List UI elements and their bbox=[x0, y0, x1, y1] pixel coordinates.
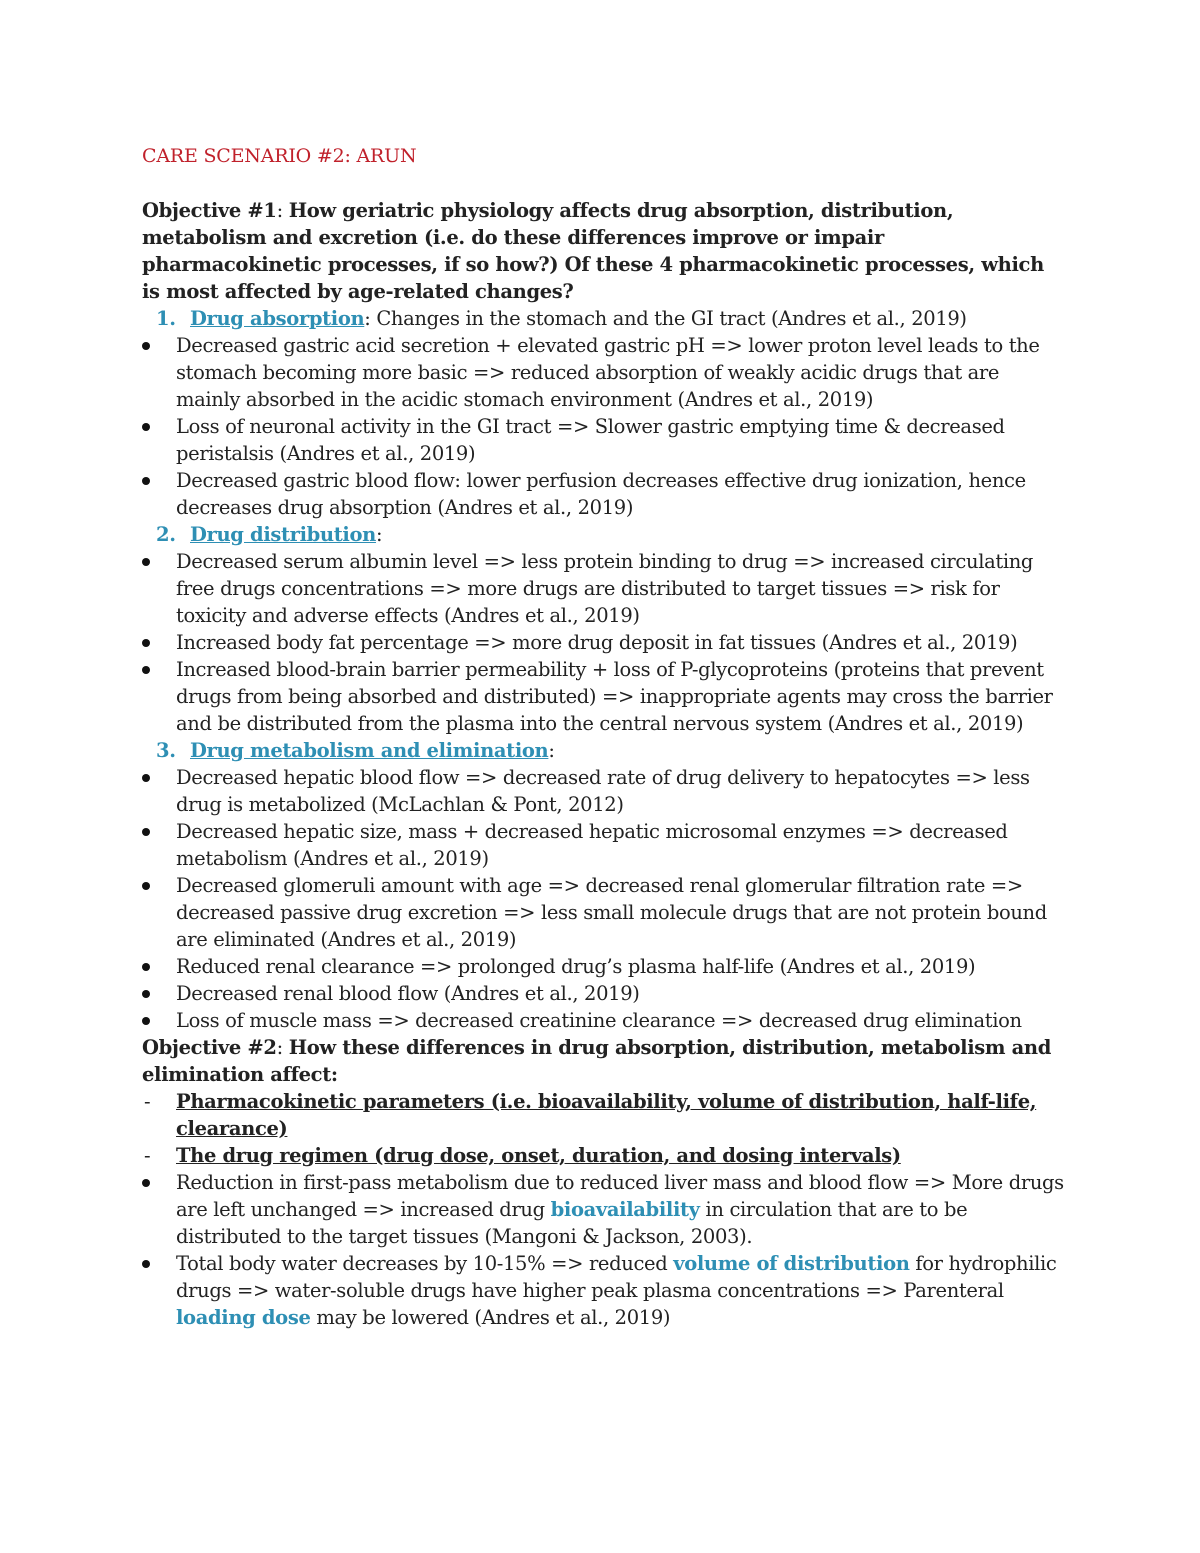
page-title: CARE SCENARIO #2: ARUN bbox=[142, 145, 417, 167]
highlight-term: loading dose bbox=[176, 1306, 311, 1329]
list-item: Reduction in first-pass metabolism due to reduced liver mass and blood flow => More drugs are left unchanged => increased drug bioavailability in circulation that are to be distributed to the target tissues (Mangoni & Jackson, 2003). bbox=[142, 1169, 1067, 1250]
bullet-icon bbox=[142, 342, 150, 350]
objective-1-label: Objective #1 bbox=[142, 199, 277, 222]
section-2-heading: 2. Drug distribution: bbox=[156, 523, 383, 546]
bullet-icon bbox=[142, 774, 150, 782]
section-link-drug-distribution[interactable]: Drug distribution bbox=[190, 523, 376, 546]
objective-2-text: How these differences in drug absorption, distribution, metabolism and elimination affect: bbox=[142, 1036, 1051, 1086]
section-number: 3. bbox=[156, 739, 176, 762]
dash-marker: - bbox=[144, 1090, 151, 1113]
bullet-icon bbox=[142, 990, 150, 998]
bullet-icon bbox=[142, 1017, 150, 1025]
list-item: Reduced renal clearance => prolonged drug’s plasma half-life (Andres et al., 2019) bbox=[142, 953, 1067, 980]
list-item: Loss of neuronal activity in the GI tract => Slower gastric emptying time & decreased peristalsis (Andres et al., 2019) bbox=[142, 413, 1067, 467]
document-page bbox=[142, 143, 1067, 1331]
objective-2-label: Objective #2 bbox=[142, 1036, 277, 1059]
section-link-drug-absorption[interactable]: Drug absorption bbox=[190, 307, 365, 330]
bullet-icon bbox=[142, 423, 150, 431]
bullet-icon bbox=[142, 1260, 150, 1268]
list-item: Decreased glomeruli amount with age => decreased renal glomerular filtration rate => decreased passive drug excretion => less small molecule drugs that are not protein bound are eliminated (Andres et al., 2019) bbox=[142, 872, 1067, 953]
bullet-icon bbox=[142, 666, 150, 674]
highlight-term: bioavailability bbox=[550, 1198, 700, 1221]
list-item: Decreased hepatic size, mass + decreased hepatic microsomal enzymes => decreased metabolism (Andres et al., 2019) bbox=[142, 818, 1067, 872]
bullet-icon bbox=[142, 477, 150, 485]
bullet-icon bbox=[142, 828, 150, 836]
objective-1-text: How geriatric physiology affects drug absorption, distribution, metabolism and excretion (i.e. do these differences improve or impair pharmacokinetic processes, if so how?) Of these 4 pharmacokinetic processes, which is most affected by age-related changes? bbox=[142, 199, 1044, 303]
bullet-icon bbox=[142, 882, 150, 890]
bullet-icon bbox=[142, 558, 150, 566]
list-item: Decreased gastric acid secretion + elevated gastric pH => lower proton level leads to the stomach becoming more basic => reduced absorption of weakly acidic drugs that are mainly absorbed in the acidic stomach environment (Andres et al., 2019) bbox=[142, 332, 1067, 413]
dash-item: - The drug regimen (drug dose, onset, duration, and dosing intervals) bbox=[144, 1144, 901, 1167]
list-item: Increased blood-brain barrier permeability + loss of P-glycoproteins (proteins that prevent drugs from being absorbed and distributed) => inappropriate agents may cross the barrier and be distributed from the plasma into the central nervous system (Andres et al., 2019) bbox=[142, 656, 1067, 737]
section-link-drug-metabolism[interactable]: Drug metabolism and elimination bbox=[190, 739, 549, 762]
objective-2: Objective #2: How these differences in drug absorption, distribution, metabolism and elimination affect: bbox=[142, 1036, 1051, 1086]
highlight-term: volume of distribution bbox=[673, 1252, 910, 1275]
section-1-heading: 1. Drug absorption: Changes in the stomach and the GI tract (Andres et al., 2019) bbox=[156, 307, 967, 330]
list-item: Total body water decreases by 10-15% => reduced volume of distribution for hydrophilic drugs => water-soluble drugs have higher peak plasma concentrations => Parenteral loading dose may be lowered (Andres et al., 2019) bbox=[142, 1250, 1067, 1331]
section-3-heading: 3. Drug metabolism and elimination: bbox=[156, 739, 555, 762]
objective-1: Objective #1: How geriatric physiology affects drug absorption, distribution, metabolism and excretion (i.e. do these differences improve or impair pharmacokinetic processes, if so how?) Of these 4 pharmacokinetic processes, which is most affected by age-related changes? bbox=[142, 199, 1044, 303]
section-number: 2. bbox=[156, 523, 176, 546]
list-item: Decreased hepatic blood flow => decreased rate of drug delivery to hepatocytes => less drug is metabolized (McLachlan & Pont, 2012) bbox=[142, 764, 1067, 818]
dash-marker: - bbox=[144, 1144, 151, 1167]
section-number: 1. bbox=[156, 307, 176, 330]
bullet-icon bbox=[142, 963, 150, 971]
dash-item: - Pharmacokinetic parameters (i.e. bioavailability, volume of distribution, half-life, clearance) bbox=[144, 1090, 1037, 1140]
list-item: Decreased renal blood flow (Andres et al., 2019) bbox=[142, 980, 1067, 1007]
list-item: Decreased gastric blood flow: lower perfusion decreases effective drug ionization, hence decreases drug absorption (Andres et al., 2019) bbox=[142, 467, 1067, 521]
bullet-icon bbox=[142, 639, 150, 647]
list-item: Decreased serum albumin level => less protein binding to drug => increased circulating free drugs concentrations => more drugs are distributed to target tissues => risk for toxicity and adverse effects (Andres et al., 2019) bbox=[142, 548, 1067, 629]
bullet-icon bbox=[142, 1179, 150, 1187]
list-item: Increased body fat percentage => more drug deposit in fat tissues (Andres et al., 2019) bbox=[142, 629, 1067, 656]
list-item: Loss of muscle mass => decreased creatinine clearance => decreased drug elimination bbox=[142, 1007, 1067, 1034]
